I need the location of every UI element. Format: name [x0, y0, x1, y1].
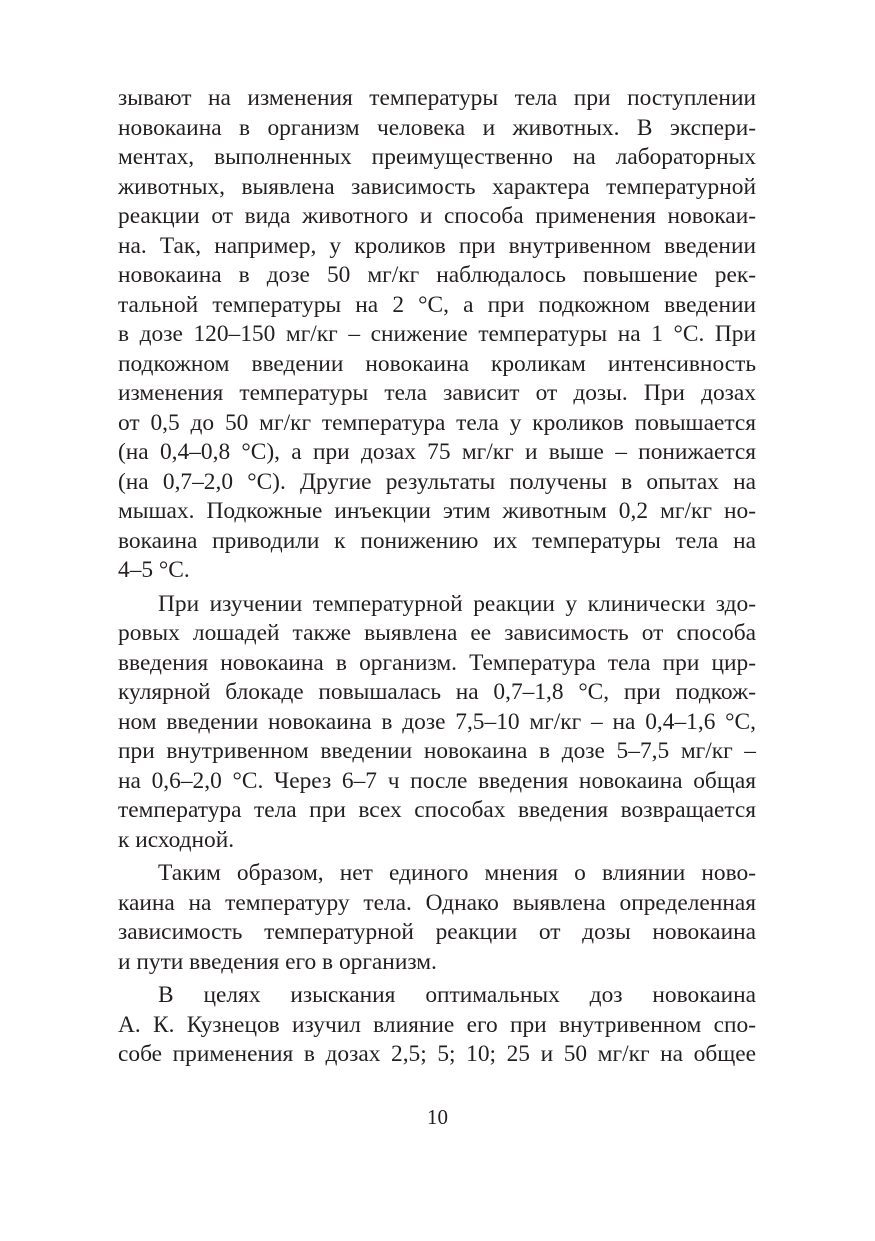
text-line: тальной температуры на 2 °С, а при подкожном введении — [118, 291, 756, 318]
text-line: ном введении новокаина в дозе 7,5–10 мг/кг – на 0,4–1,6 °С, — [118, 708, 756, 735]
text-line: новокаина в организм человека и животных. В экспери- — [118, 114, 756, 141]
text-line: в дозе 120–150 мг/кг – снижение температуры на 1 °С. При — [118, 321, 756, 347]
text-line: на 0,6–2,0 °С. Через 6–7 ч после введения новокаина общая — [118, 767, 756, 794]
text-line: кулярной блокаде повышалась на 0,7–1,8 °С, при подкож- — [118, 679, 756, 705]
text-line: В целях изыскания оптимальных доз новокаина — [158, 982, 756, 1008]
text-line: А. К. Кузнецов изучил влияние его при внутривенном спо- — [118, 1011, 756, 1038]
text-line: собе применения в дозах 2,5; 5; 10; 25 и 50 мг/кг на общее — [118, 1041, 756, 1067]
text-line: животных, выявлена зависимость характера температурной — [118, 173, 756, 200]
text-line: ментах, выполненных преимущественно на лабораторных — [118, 144, 756, 170]
page-number: 10 — [427, 1105, 448, 1129]
text-line: При изучении температурной реакции у клинически здо- — [158, 590, 756, 617]
text-line: Таким образом, нет единого мнения о влиянии ново- — [158, 860, 756, 886]
text-line: вокаина приводили к понижению их температуры тела на — [118, 527, 756, 554]
paragraph — [118, 590, 756, 856]
text-line: 4–5 °С. — [118, 557, 190, 583]
text-line: температура тела при всех способах введения возвращается — [118, 797, 756, 823]
text-line: каина на температуру тела. Однако выявлена определенная — [118, 889, 756, 916]
text-line: новокаина в дозе 50 мг/кг наблюдалось повышение рек- — [118, 262, 756, 288]
text-line: ровых лошадей также выявлена ее зависимость от способа — [118, 620, 756, 646]
text-line: подкожном введении новокаина кроликам интенсивность — [118, 350, 756, 377]
paragraph — [118, 84, 756, 586]
text-line: и пути введения его в организм. — [118, 948, 437, 975]
body-text — [118, 84, 756, 1070]
text-line: (на 0,4–0,8 °С), а при дозах 75 мг/кг и выше – понижается — [118, 439, 756, 465]
paragraph — [118, 981, 756, 1070]
text-line: реакции от вида животного и способа применения новокаи- — [118, 203, 756, 229]
text-line: (на 0,7–2,0 °С). Другие результаты получены в опытах на — [118, 468, 756, 495]
text-line: на. Так, например, у кроликов при внутривенном введении — [118, 232, 756, 259]
text-line: от 0,5 до 50 мг/кг температура тела у кроликов повышается — [118, 409, 756, 436]
text-line: при внутривенном введении новокаина в дозе 5–7,5 мг/кг – — [118, 738, 756, 764]
text-line: зывают на изменения температуры тела при поступлении — [118, 85, 756, 111]
text-line: к исходной. — [118, 826, 235, 853]
text-line: мышах. Подкожные инъекции этим животным 0,2 мг/кг но- — [118, 498, 756, 524]
text-line: изменения температуры тела зависит от дозы. При дозах — [118, 380, 756, 406]
text-line: введения новокаина в организм. Температура тела при цир- — [118, 649, 756, 676]
text-line: зависимость температурной реакции от дозы новокаина — [118, 919, 756, 945]
paragraph — [118, 859, 756, 977]
